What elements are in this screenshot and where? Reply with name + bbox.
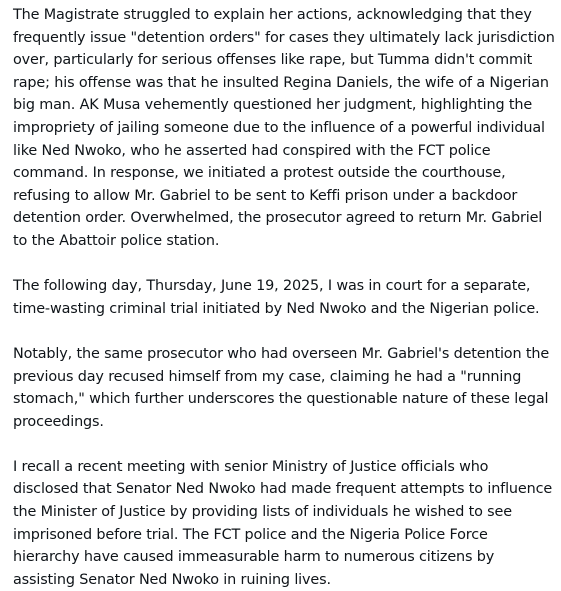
post-paragraph-1: The Magistrate struggled to explain her actions, acknowledging that they frequently issue "detention orders" for cases they ultimately lack jurisdiction over, particularly for serious offenses like rape, but Tumma didn't commit rape; his offense was that he insulted Regina Daniels, the wife of a Nigerian big man. AK Musa vehemently questioned her judgment, highlighting the impropriety of jailing someone due to the influence of a powerful individual like Ned Nwoko, who he asserted had conspired with the FCT police command. In response, we initiated a protest outside the courthouse, refusing to allow Mr. Gabriel to be sent to Keffi prison under a backdoor detention order. Overwhelmed, the prosecutor agreed to return Mr. Gabriel to the Abattoir police station. xyxy=(13,7,555,249)
post-paragraph-4: I recall a recent meeting with senior Ministry of Justice officials who disclosed that Senator Ned Nwoko had made frequent attempts to influence the Minister of Justice by providing lists of individuals he wished to see imprisoned before trial. The FCT police and the Nigeria Police Force hierarchy have caused immeasurable harm to numerous citizens by assisting Senator Ned Nwoko in ruining lives. xyxy=(13,458,553,588)
post-paragraph-2: The following day, Thursday, June 19, 2025, I was in court for a separate, time-wasting criminal trial initiated by Ned Nwoko and the Nigerian police. xyxy=(13,278,540,317)
post-paragraph-3: Notably, the same prosecutor who had overseen Mr. Gabriel's detention the previous day recused himself from my case, claiming he had a "running stomach," which further underscores the questionable nature of these legal proceedings. xyxy=(13,345,550,430)
